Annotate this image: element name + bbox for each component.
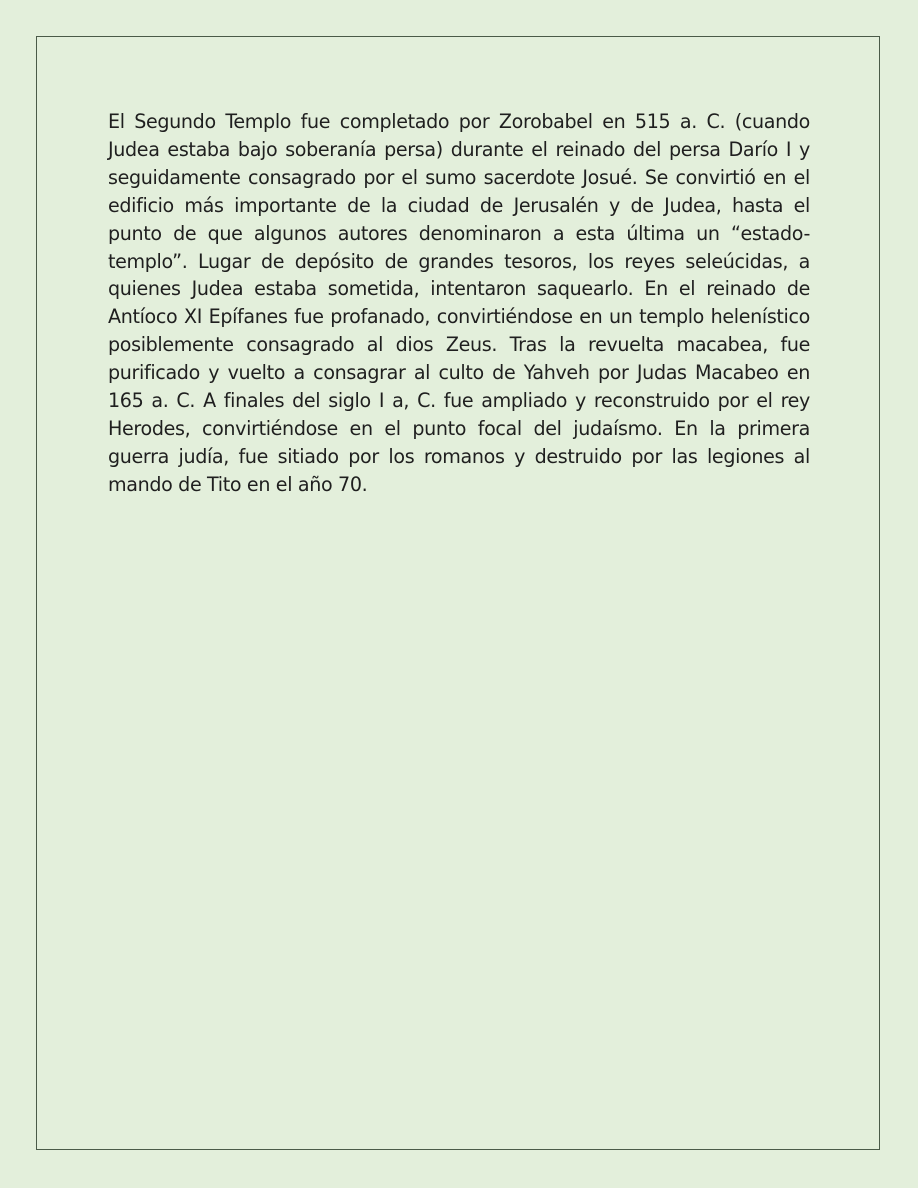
body-paragraph: El Segundo Templo fue completado por Zorobabel en 515 a. C. (cuando Judea estaba bajo soberanía persa) durante el reinado del persa Darío I y seguidamente consagrado por el sumo sacerdote Josué. Se convirtió en el edificio más importante de la ciudad de Jerusalén y de Judea, hasta el punto de que algunos autores denominaron a esta última un “estado-templo”. Lugar de depósito de grandes tesoros, los reyes seleúcidas, a quienes Judea estaba sometida, intentaron saquearlo. En el reinado de Antíoco XI Epífanes fue profanado, convirtiéndose en un templo helenístico posiblemente consagrado al dios Zeus. Tras la revuelta macabea, fue purificado y vuelto a consagrar al culto de Yahveh por Judas Macabeo en 165 a. C. A finales del siglo I a, C. fue ampliado y reconstruido por el rey Herodes, convirtiéndose en el punto focal del judaísmo. En la primera guerra judía, fue sitiado por los romanos y destruido por las legiones al mando de Tito en el año 70. xyxy=(108,110,810,496)
